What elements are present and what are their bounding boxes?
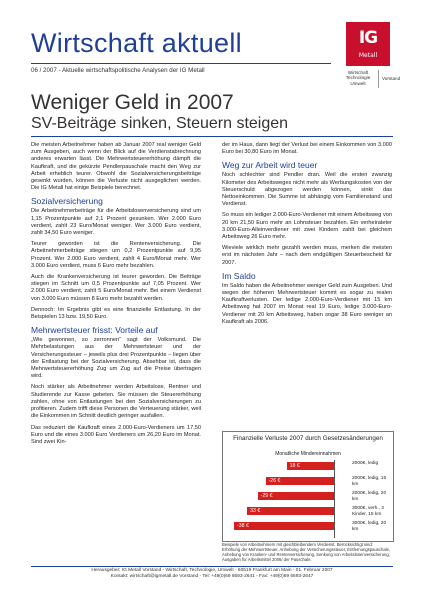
- paragraph-krankenversicherung: Auch die Krankenversicherung ist teurer geworden. Die Beiträge stiegen im Schnitt um 0,5 Prozentpunkte auf 7,05 Prozent. Wer 2.000 Euro verdient, zahlt 5 Euro/Monat mehr. Bei einem Verdienst von 3.000 Euro müssen 8 Euro mehr bezahlt werden.: [31, 274, 201, 302]
- paragraph-kaufkraft: Das reduziert die Kaufkraft eines 2.000-Euro-Verdieners um 17,50 Euro und die eines 3.000 Euro Verdieners um 26,20 Euro im Monat. Sind zwei Kin-: [31, 424, 201, 445]
- paragraph-pendler: Noch schlechter sind Pendler dran. Weil die ersten zwanzig Kilometer des Arbeitsweges nicht mehr als Werbungskosten von der Steuerschuld abgezogen werden können, sinkt das Nettoeinkommen. Die Summe ist abhängig vom Familienstand und Verdienst.: [222, 172, 392, 208]
- footer-publisher: Herausgeber: IG Metall Vorstand - Wirtschaft, Technologie, Umwelt - 60519 Frankfurt am Main - 01. Februar 2007: [91, 568, 333, 573]
- chart-category-label: 2000€, ledig, 15 km: [352, 476, 387, 487]
- section-heading-sozialversicherung: Sozialversicherung: [31, 196, 103, 207]
- paragraph-lohnsteuer: So muss ein lediger 2.000-Euro-Verdiener mit einem Arbeitsweg von 20 km 21,50 Euro mehr an Lohnsteuer bezahlen. Ein verheirateter 3.000-Euro-Alleinverdiener mit zwei Kindern zahlt bei gleichem Arbeitsweg 26 Euro mehr.: [222, 212, 392, 241]
- footer-contact: Kontakt: wirtschaft@igmetall.de Vorstand - Tel: +49(0)69 6693-2641 - Fax: +49(0)69 6693-2647: [110, 574, 314, 579]
- masthead-title: Wirtschaft aktuell: [31, 28, 242, 58]
- intro-paragraph: Die meisten Arbeitnehmer haben ab Januar 2007 real weniger Geld zum Ausgeben, auch wenn der Blick auf die Verdienstabrechnung anderes erwarten lässt. Die Mehrwertsteuererhöhung dämpft die Kaufkraft, und die gekürzte Pendlerpauschale macht den Weg zur Arbeit erheblich teurer. Obwohl die Sozialversicherungsbeiträge gesenkt wurden, können die Verluste nicht ausgeglichen werden. Die IG Metall hat einige Beispiele berechnet.: [31, 142, 201, 192]
- chart-bar-value: -26 €: [268, 478, 281, 484]
- paragraph-kinder: der im Haus, dann liegt der Verlust bei einem Einkommen von 3.000 Euro bei 30,80 Euro im Monat.: [222, 142, 392, 156]
- chart-footnote: Beispiele von Arbeitnehmern mit gleichbleibendem Verdienst. Berücksichtigt sind: Erhöhung der Mehrwertsteuer, Anhebung der Versicherungssteuer, Entfernungspauschale, Anhebung von Kranken- und Rentenversicherung, Senkung von Arbeitslosenversicherung, Ausgaben für Arbeitsmittel 2006/ der Pauschale.: [222, 542, 391, 562]
- section-heading-weg-zur-arbeit: Weg zur Arbeit wird teuer: [222, 160, 318, 171]
- logo-department-vorstand: Vorstand: [382, 76, 401, 81]
- logo-letters: IG: [358, 28, 378, 48]
- masthead-subtitle: 06 / 2007 - Aktuelle wirtschaftspolitische Analysen der IG Metall: [31, 67, 205, 74]
- paragraph-steuerbescheid: Wieviele wirklich mehr gezahlt werden muss, merken die meisten erst im nächsten Jahr – nach dem endgültigen Steuerbescheid für 2007.: [222, 245, 392, 266]
- footer-divider: [31, 566, 393, 567]
- masthead-divider: [31, 63, 331, 64]
- paragraph-rentenversicherung: Teurer geworden ist die Rentenversicherung. Die Arbeitnehmerbeiträge stiegen um 0,2 Prozentpunkte auf 9,95 Prozent. Wer 2.000 Euro verdient, zahlt 4 Euro/Monat mehr. Wer 3.000 Euro verdient, muss 6 Euro mehr bezahlen.: [31, 241, 201, 269]
- paragraph-entlastung: Dennoch: Im Ergebnis gibt es eine finanzielle Entlastung. In der Beispielen 13 bzw. 19,50 Euro.: [31, 306, 201, 321]
- paragraph-arbeitslosenversicherung: Die Arbeitnehmerbeiträge für die Arbeitslosenversicherung sind um 1,15 Prozentpunkte auf 2,1 Prozent gesunken. Wer 2.000 Euro verdient, zahlt 23 Euro/Monat weniger. Wer 3.000 Euro verdient, zahlt 34,50 Euro weniger.: [31, 208, 201, 237]
- chart-bar-value: -29 €: [260, 493, 273, 499]
- article-headline: Weniger Geld in 2007: [31, 91, 234, 114]
- article-subheadline: SV-Beiträge sinken, Steuern steigen: [31, 115, 289, 132]
- left-column: [31, 142, 201, 450]
- section-heading-im-saldo: Im Saldo: [222, 270, 256, 281]
- chart-bar-value: 18 €: [289, 463, 300, 469]
- chart-category-label: 2000€, ledig: [352, 461, 379, 466]
- chart-category-label: 3000€, verh., 2 Kinder, 15 km: [352, 506, 385, 517]
- chart-category-label: 2000€, ledig, 20 km: [352, 491, 387, 502]
- chart-bar: [234, 522, 334, 530]
- chart-axis: [334, 460, 335, 538]
- paragraph-mehrwertsteuer: „Wie gewonnen, so zerronnen“ sagt der Volksmund. Die Mehrbelastungen aus der Mehrwertsteuer und der Versicherungssteuer – jeweils plus drei Prozentpunkte – liegen über der Entlastung bei der Sozialversicherung. Absehbar ist, dass die Mehrwertsteuererhöhung Zug um Zug auf die Preise übertragen wird.: [31, 337, 201, 380]
- paragraph-saldo: Im Saldo haben die Arbeitnehmer weniger Geld zum Ausgeben. Und wegen der höheren Mehrwertsteuer kommt es sogar zu realen Kaufkraftverlusten. Der ledige 2.000-Euro-Verdiener mit 15 km Arbeitsweg hat 2007 im Monat real 19 Euro, ledige 3.000-Euro-Verdiener mit 20 km Arbeitsweg, haben sogar 38 Euro weniger an Kaufkraft als 2006.: [222, 282, 392, 325]
- chart-category-label: 3000€, ledig, 20 km: [352, 521, 387, 532]
- chart-bar-value: 33 €: [250, 508, 261, 514]
- chart-subtitle: Monatliche Mindereinnahmen: [275, 451, 341, 457]
- logo-word: Metall: [358, 52, 378, 59]
- chart-bar-value: -38 €: [237, 523, 249, 529]
- paragraph-arbeitslose: Noch stärker als Arbeitnehmer werden Arbeitslose, Rentner und Studierende zur Kasse gebeten. Sie müssen die Steuererhöhung zahlen, ohne von Entlastungen bei den Sozialversicherungen zu profitieren. Zudem trifft diese Personen die Verteuerung stärker, weil die Einkommen im Schnitt deutlich geringer ausfallen.: [31, 384, 201, 420]
- logo-divider: [378, 70, 379, 88]
- headline-divider: [31, 136, 393, 137]
- logo-department: Wirtschaft Technologie Umwelt: [345, 70, 371, 86]
- section-heading-mehrwertsteuer: Mehrwertsteuer frisst: Vorteile auf: [31, 325, 158, 336]
- chart-title: Finanzielle Verluste 2007 durch Gesetzesänderungen: [233, 435, 383, 442]
- loss-chart: [222, 431, 394, 542]
- masthead: [31, 28, 331, 58]
- page-footer: [31, 568, 393, 580]
- right-column: [222, 142, 392, 330]
- ig-metall-logo: [346, 22, 390, 66]
